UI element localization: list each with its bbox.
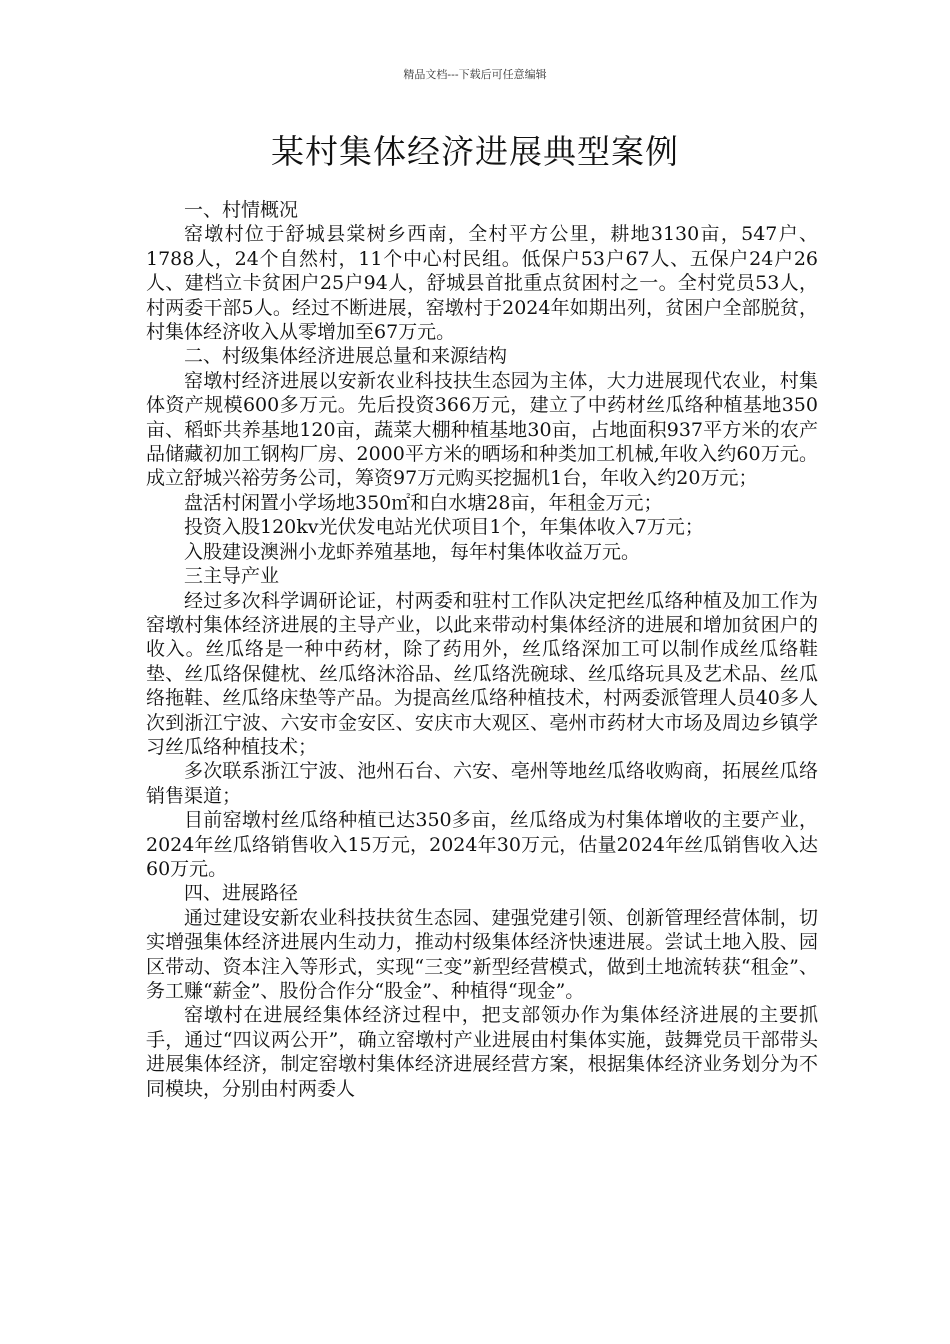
- paragraph: 入股建设澳洲小龙虾养殖基地，每年村集体收益万元。: [184, 540, 641, 563]
- document-body: [146, 198, 818, 1101]
- document-title: 某村集体经济进展典型案例: [271, 132, 679, 171]
- paragraph: 经过多次科学调研论证，村两委和驻村工作队决定把丝瓜络种植及加工作为窑墩村集体经济进展的主导产业，以此来带动村集体经济的进展和增加贫困户的收入。丝瓜络是一种中药材，除了药用外，丝瓜络深加工可以制作成丝瓜络鞋垫、丝瓜络保健枕、丝瓜络沐浴品、丝瓜络洗碗球、丝瓜络玩具及艺术品、丝瓜络拖鞋、丝瓜络床垫等产品。为提高丝瓜络种植技术，村两委派管理人员40多人次到浙江宁波、六安市金安区、安庆市大观区、亳州市药材大市场及周边乡镇学习丝瓜络种植技术；: [146, 589, 818, 758]
- heading-economy-structure: 二、村级集体经济进展总量和来源结构: [184, 345, 508, 368]
- paragraph: 目前窑墩村丝瓜络种植已达350多亩，丝瓜络成为村集体增收的主要产业，2024年丝瓜络销售收入15万元，2024年30万元，估量2024年丝瓜销售收入达60万元。: [146, 809, 818, 880]
- heading-village-overview: 一、村情概况: [184, 199, 299, 221]
- paragraph: 多次联系浙江宁波、池州石台、六安、亳州等地丝瓜络收购商，拓展丝瓜络销售渠道；: [146, 760, 818, 807]
- paragraph: 窑墩村在进展经集体经济过程中，把支部领办作为集体经济进展的主要抓手，通过“四议两公开”，确立窑墩村产业进展由村集体实施，鼓舞党员干部带头进展集体经济，制定窑墩村集体经济进展经营方案，根据集体经济业务划分为不同模块，分别由村两委人: [146, 1004, 818, 1100]
- heading-leading-industry: 三主导产业: [184, 565, 280, 588]
- page-header: 精品文档---下载后可任意编辑: [403, 68, 547, 81]
- paragraph: 窑墩村位于舒城县棠树乡西南，全村平方公里，耕地3130亩，547户、1788人，24个自然村，11个中心村民组。低保户53户67人、五保户24户26人、建档立卡贫困户25户94人，舒城县首批重点贫困村之一。全村党员53人，村两委干部5人。经过不断进展，窑墩村于2024年如期出列，贫困户全部脱贫，村集体经济收入从零增加至67万元。: [146, 223, 818, 344]
- paragraph: 窑墩村经济进展以安新农业科技扶生态园为主体，大力进展现代农业，村集体资产规模600多万元。先后投资366万元，建立了中药材丝瓜络种植基地350亩、稻虾共养基地120亩，蔬菜大棚种植基地30亩，占地面积937平方米的农产品储藏初加工钢构厂房、2000平方米的晒场和种类加工机械,年收入约60万元。成立舒城兴裕劳务公司，筹资97万元购买挖掘机1台，年收入约20万元；: [146, 369, 818, 490]
- paragraph: 通过建设安新农业科技扶贫生态园、建强党建引领、创新管理经营体制，切实增强集体经济进展内生动力，推动村级集体经济快速进展。尝试土地入股、园区带动、资本注入等形式，实现“三变”新型经营模式，做到土地流转获“租金”、务工赚“薪金”、股份合作分“股金”、种植得“现金”。: [146, 906, 818, 1002]
- heading-development-path: 四、进展路径: [184, 882, 299, 905]
- paragraph: 投资入股120kv光伏发电站光伏项目1个，年集体收入7万元；: [184, 516, 704, 539]
- paragraph: 盘活村闲置小学场地350㎡和白水塘28亩，年租金万元；: [184, 491, 663, 514]
